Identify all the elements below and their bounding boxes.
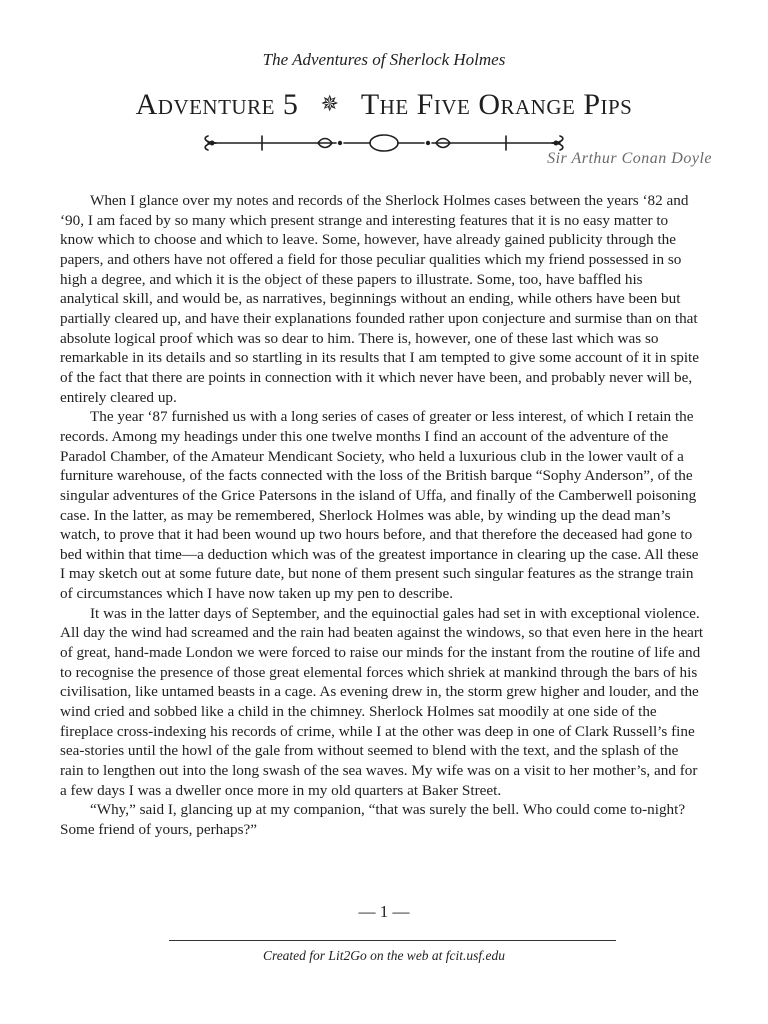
paragraph: The year ‘87 furnished us with a long series of cases of greater or less interest, of which I retain the records. Among my headings under this one twelve months I find an account of the adventure of the Paradol Chamber, of the Amateur Mendicant Society, who held a luxurious club in the lower vault of a furniture warehouse, of the facts connected with the loss of the British barque “Sophy Anderson”, of the singular adventures of the Grice Patersons in the island of Uffa, and finally of the Camberwell poisoning case. In the latter, as may be remembered, Sherlock Holmes was able, by winding up the dead man’s watch, to prove that it had been wound up two hours before, and that therefore the deceased had gone to bed within that time—a deduction which was of the greatest importance in clearing up the case. All these I may sketch out at some future date, but none of them present such singular features as the strange train of circumstances which I have now taken up my pen to describe. (60, 408, 699, 603)
paragraph: “Why,” said I, glancing up at my companion, “that was surely the bell. Who could come to-night? Some friend of yours, perhaps?” (60, 801, 686, 838)
page-number: — 1 — (358, 902, 410, 921)
author-signature: Sir Arthur Conan Doyle (547, 150, 712, 167)
chapter-title (0, 88, 768, 122)
star-ornament-icon: ✵ (320, 91, 340, 116)
paragraph: When I glance over my notes and records of the Sherlock Holmes cases between the years ‘82 and ‘90, I am faced by so many which present strange and interesting features that it is no easy matter to know which to choose and which to leave. Some, however, have already gained publicity through the papers, and others have not offered a field for those peculiar qualities which my friend possessed in so high a degree, and which it is the object of these papers to illustrate. Some, too, have baffled his analytical skill, and would be, as narratives, beginnings without an ending, while others have been but partially cleared up, and have their explanations founded rather upon conjecture and surmise than on that absolute logical proof which was so dear to him. There is, however, one of these last which was so remarkable in its details and so startling in its results that I am tempted to give some account of it in spite of the fact that there are points in connection with it which never have been, and probably never will be, entirely cleared up. (60, 192, 700, 406)
footer-credit: Created for Lit2Go on the web at fcit.usf.edu (262, 948, 506, 963)
paragraph: It was in the latter days of September, and the equinoctial gales had set in with exceptional violence. All day the wind had screamed and the rain had beaten against the windows, so that even here in the heart of great, hand-made London we were forced to raise our minds for the instant from the routine of life and to recognise the presence of those great elemental forces which shriek at mankind through the bars of his civilisation, like untamed beasts in a cage. As evening drew in, the storm grew higher and louder, and the wind cried and sobbed like a child in the chimney. Sherlock Holmes sat moodily at one side of the fireplace cross-indexing his records of crime, while I at the other was deep in one of Clark Russell’s fine sea-stories until the howl of the gale from without seemed to blend with the text, and the splash of the rain to lengthen out into the long swash of the sea waves. My wife was on a visit to her mother’s, and for a few days I was a dweller once more in my old quarters at Baker Street. (60, 604, 704, 799)
series-title: The Adventures of Sherlock Holmes (262, 50, 506, 69)
flourish-divider-icon (198, 131, 570, 155)
title-prefix: Adventure 5 (135, 88, 299, 121)
title-main: The Five Orange Pips (360, 88, 633, 121)
body-text (60, 191, 704, 840)
footer-rule (169, 940, 616, 941)
